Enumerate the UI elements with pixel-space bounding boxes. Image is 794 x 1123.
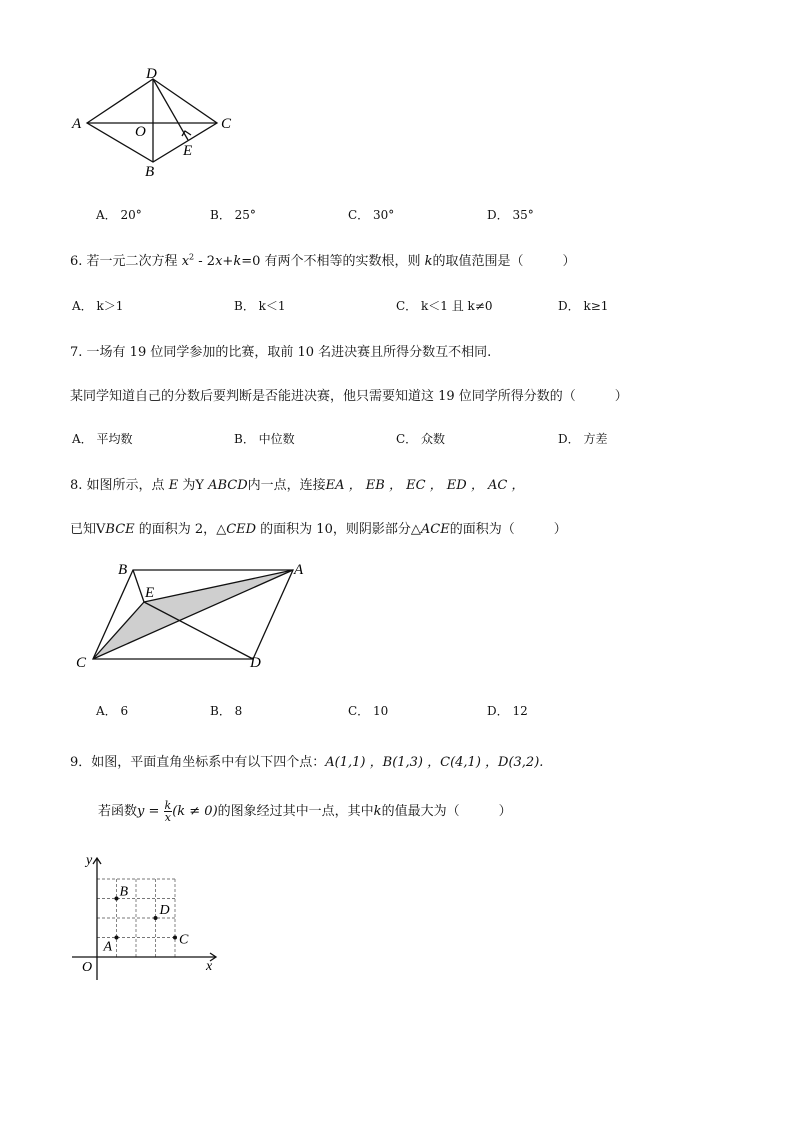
- point-label-a: A: [103, 939, 113, 955]
- q8-option-d: D． 12: [487, 704, 528, 718]
- label-b: B: [145, 164, 155, 180]
- q8-option-b: B． 8: [210, 704, 243, 718]
- point-label-b: B: [119, 884, 129, 900]
- label-e: E: [183, 143, 193, 159]
- label-c: C: [221, 116, 232, 132]
- q8-option-a: A． 6: [96, 704, 129, 718]
- origin-label: O: [82, 960, 93, 975]
- point-label-c: C: [179, 932, 189, 948]
- q8-stem-line2: 已知VBCE 的面积为 2，△CED 的面积为 10，则阴影部分△ACE的面积为（ ）: [70, 522, 567, 537]
- segment-de: [153, 79, 188, 140]
- label-e: E: [145, 585, 155, 601]
- q7-option-d: D． 方差: [558, 432, 608, 446]
- q7-stem-line2: 某同学知道自己的分数后要判断是否能进决赛，他只需要知道这 19 位同学所得分数的（ ）: [70, 389, 628, 404]
- q5-option-d: D． 35°: [487, 208, 534, 222]
- q6-option-a: A． k＞1: [72, 299, 124, 313]
- q7-stem-line1: 7. 一场有 19 位同学参加的比赛，取前 10 名进决赛且所得分数互不相同.: [70, 345, 492, 360]
- label-a: A: [72, 116, 82, 132]
- point-label-d: D: [159, 903, 170, 918]
- label-a: A: [294, 562, 304, 578]
- label-o: O: [135, 124, 146, 140]
- axis-label-x: x: [206, 959, 213, 974]
- q7-option-c: C． 众数: [396, 432, 446, 446]
- q6-option-b: B． k＜1: [234, 299, 286, 313]
- segment-ac: [93, 570, 293, 659]
- q9-stem-line2: 若函数y = $\frac{k}{x}$ (k ≠ 0)的图象经过其中一点，其中k的值最大为（ ）: [98, 799, 512, 824]
- q7-option-b: B． 中位数: [234, 432, 295, 446]
- q5-option-b: B． 25°: [210, 208, 256, 222]
- rhombus-figure: [60, 60, 250, 190]
- label-d: D: [250, 655, 261, 671]
- q6-option-d: D． k≥1: [558, 299, 609, 313]
- q6-option-c: C． k＜1 且 k≠0: [396, 299, 493, 313]
- q9-stem-line1: 9．如图，平面直角坐标系中有以下四个点：A(1,1) ，B(1,3) ，C(4,1) ，D(3,2).: [70, 755, 544, 770]
- point-c: [173, 936, 177, 940]
- coordinate-grid-figure: [66, 850, 226, 985]
- label-c: C: [76, 655, 87, 671]
- fraction-k-over-x: $\frac{k}{x}$: [164, 799, 172, 824]
- q5-option-c: C． 30°: [348, 208, 395, 222]
- label-b: B: [118, 562, 128, 578]
- point-d: [154, 916, 158, 920]
- q8-option-c: C． 10: [348, 704, 389, 718]
- q7-option-a: A． 平均数: [72, 432, 133, 446]
- segment-eb: [133, 570, 144, 602]
- q8-stem-line1: 8. 如图所示，点 E 为Y ABCD内一点，连接EA ， EB ， EC ， ED ， AC ，: [70, 478, 525, 493]
- point-a: [115, 936, 119, 940]
- q5-option-a: A． 20°: [96, 208, 142, 222]
- point-b: [115, 897, 119, 901]
- axis-label-y: y: [86, 853, 93, 868]
- rhombus-outline: [87, 79, 217, 162]
- parallelogram-figure: [70, 556, 320, 674]
- label-d: D: [146, 66, 157, 82]
- q6-stem: 6. 若一元二次方程 $x^2 - 2x+k=0$ 有两个不相等的实数根，则 k的取值范围是（ ）: [70, 252, 576, 269]
